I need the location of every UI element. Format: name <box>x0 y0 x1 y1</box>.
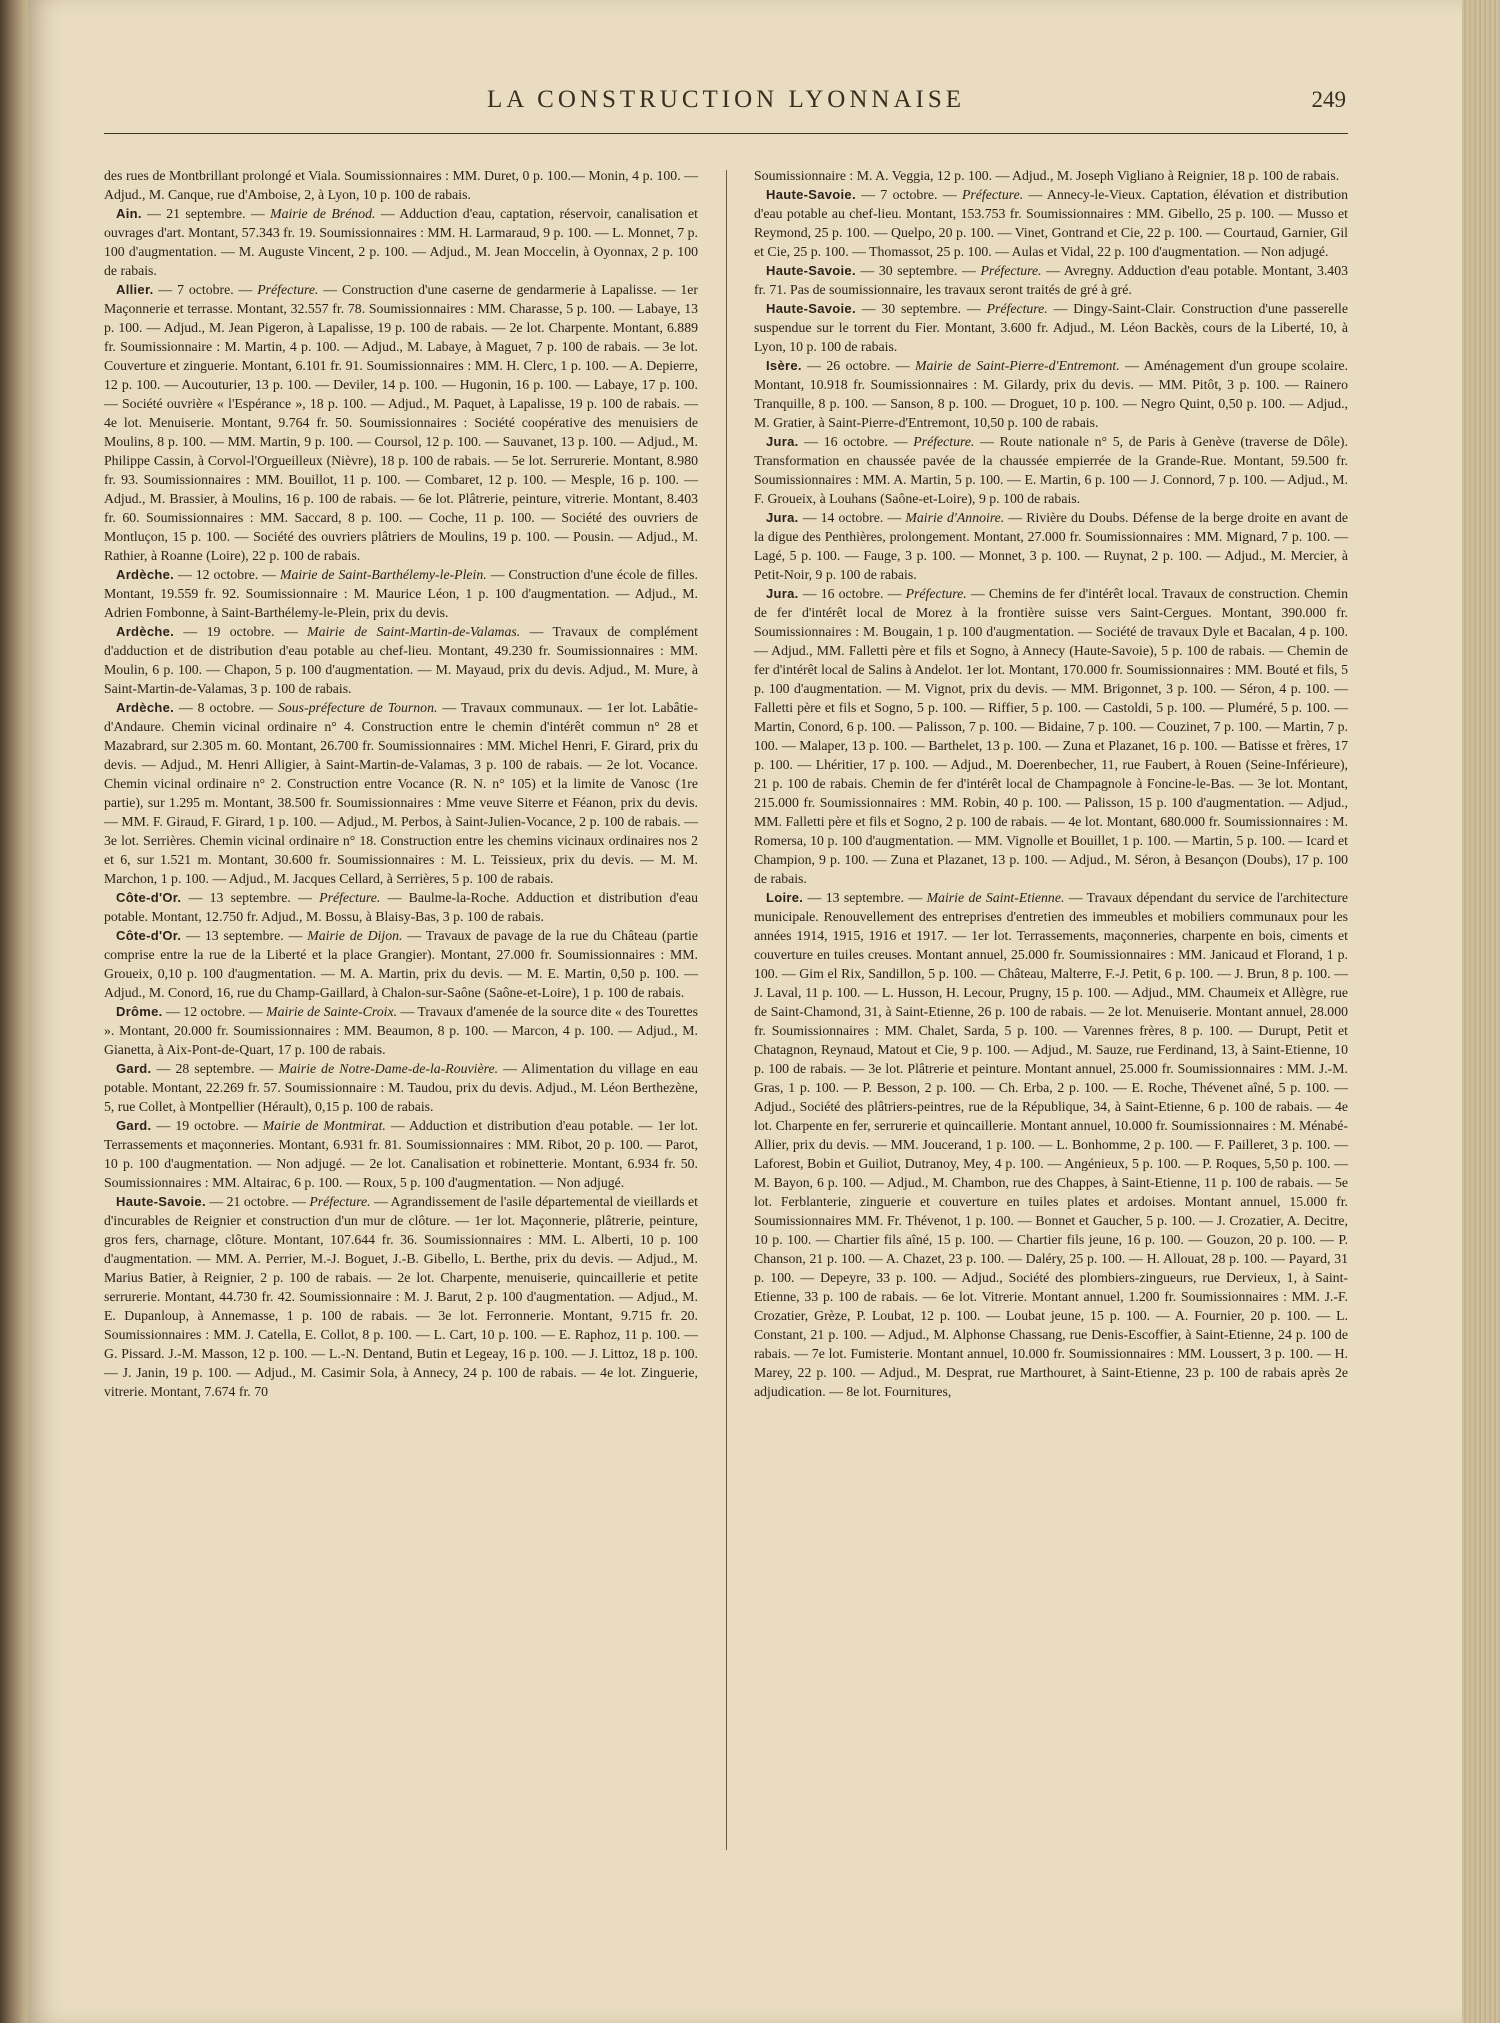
notice-body: — Adduction d'eau, captation, réservoir, canalisation et ouvrages d'art. Montant, 57.343 fr. 19. Soumissionnaires : MM. H. Larmaraud, 9 p. 100. — L. Monnet, 7 p. 100 d'augmentation. — M. Auguste Vincent, 2 p. 100. — Adjud., M. Jean Moccelin, à Oyonnax, 2 p. 100 de rabais. <box>104 206 698 278</box>
notice-authority: Sous-préfecture de Tournon. <box>277 700 438 715</box>
notice-entry <box>754 584 1348 888</box>
notice-date: — 7 octobre. — <box>153 282 258 297</box>
notice-body: — Dingy-Saint-Clair. Construction d'une passerelle suspendue sur le torrent du Fier. Montant, 3.600 fr. Adjud., M. Léon Backès, cours de la Liberté, 10, à Lyon, 10 p. 100 de rabais. <box>754 301 1348 354</box>
notice-date: — 19 octobre. — <box>151 1118 263 1133</box>
notice-body: — Agrandissement de l'asile départemental de vieillards et d'incurables de Reignier et construction d'un mur de clôture. — 1er lot. Maçonnerie, plâtrerie, peinture, gros fers, charnage, clôture. Montant, 107.644 fr. 36. Soumissionnaires : MM. L. Alberti, 10 p. 100 d'augmentation. — MM. A. Perrier, M.-J. Boguet, J.-B. Gibello, L. Berthe, prix du devis. — Adjud., M. Marius Batier, à Reignier, 2 p. 100 de rabais. — 2e lot. Charpente, menuiserie, quincaillerie et petite serrurerie. Montant, 44.730 fr. 42. Soumissionnaire : M. J. Barut, 2 p. 100 d'augmentation. — Adjud., M. E. Dupanloup, à Annemasse, 1 p. 100 de rabais. — 3e lot. Ferronnerie. Montant, 9.715 fr. 20. Soumissionnaires : MM. J. Catella, E. Collot, 8 p. 100. — L. Cart, 10 p. 100. — E. Raphoz, 11 p. 100. — G. Pissard. J.-M. Masson, 12 p. 100. — L.-N. Dentand, Butin et Legeay, 16 p. 100. — J. Littoz, 18 p. 100. — J. Janin, 19 p. 100. — Adjud., M. Casimir Sola, à Annecy, 24 p. 100 de rabais. — 4e lot. Zinguerie, vitrerie. Montant, 7.674 fr. 70 <box>104 1194 698 1399</box>
page-number: 249 <box>1311 87 1346 112</box>
notice-entry <box>754 508 1348 584</box>
notice-body: — Alimentation du village en eau potable. Montant, 22.269 fr. 57. Soumissionnaire : M. Taudou, prix du devis. Adjud., M. Léon Berthezène, 5, rue Collet, à Montpellier (Hérault), 0,15 p. 100 de rabais. <box>104 1061 698 1114</box>
notice-date: — 13 septembre. — <box>803 890 927 905</box>
notice-body: — Rivière du Doubs. Défense de la berge droite en avant de la digue des Penthières, prolongement. Montant, 27.000 fr. Soumissionnaires : MM. Mignard, 7 p. 100. — Lagé, 5 p. 100. — Fauge, 3 p. 100. — Monnet, 3 p. 100. — Ruynat, 2 p. 100. — Adjud., M. Mercier, à Petit-Noir, 9 p. 100 de rabais. <box>754 510 1348 582</box>
notice-location: Haute-Savoie. <box>766 263 856 278</box>
notice-date: — 30 septembre. — <box>855 263 981 278</box>
notice-date: — 8 octobre. — <box>174 700 278 715</box>
notice-entry <box>754 185 1348 261</box>
notice-location: Jura. <box>766 586 799 601</box>
notice-authority: Préfecture. <box>980 263 1042 278</box>
notice-date: des rues de Montbrillant prolongé et Viala. Soumissionnaires : MM. Duret, 0 p. 100.— Monin, 4 p. 100. — Adjud., M. Canque, rue d'Amboise, 2, à Lyon, 10 p. 100 de rabais. <box>104 168 698 202</box>
notice-location: Gard. <box>116 1118 152 1133</box>
notice-date: — 12 octobre. — <box>174 567 280 582</box>
notice-authority: Mairie de Saint-Martin-de-Valamas. <box>307 624 521 639</box>
notice-location: Haute-Savoie. <box>116 1194 206 1209</box>
notice-body: — Travaux communaux. — 1er lot. Labâtie-d'Andaure. Chemin vicinal ordinaire n° 4. Construction entre le chemin d'intérêt commun n° 28 et Mazabrard, sur 2.305 m. 60. Montant, 26.700 fr. Soumissionnaires : MM. Michel Henri, F. Girard, prix du devis. — Adjud., M. Henri Alligier, à Saint-Martin-de-Valamas, 3 p. 100 de rabais. — 2e lot. Vocance. Chemin vicinal ordinaire n° 2. Construction entre Vocance (R. N. n° 105) et la limite de Vanosc (1re partie), sur 1.295 m. Montant, 38.500 fr. Soumissionnaires : Mme veuve Siterre et Féanon, prix du devis. — MM. F. Giraud, F. Girard, 1 p. 100. — Adjud., M. Perbos, à Saint-Julien-Vocance, 2 p. 100 de rabais. — 3e lot. Serrières. Chemin vicinal ordinaire n° 18. Construction entre les chemins vicinaux ordinaires nos 2 et 6, sur 1.521 m. Montant, 30.600 fr. Soumissionnaires : M. L. Teissieux, prix du devis. — M. M. Marchon, 1 p. 100. — Adjud., M. Jacques Cellard, à Serrières, 5 p. 100 de rabais. <box>104 700 698 886</box>
notice-location: Loire. <box>766 890 804 905</box>
notice-date: — 13 septembre. — <box>181 928 308 943</box>
notice-date: — 7 octobre. — <box>855 187 962 202</box>
notice-authority: Mairie de Saint-Barthélemy-le-Plein. <box>280 567 487 582</box>
notice-body: — Travaux d'amenée de la source dite « des Tourettes ». Montant, 20.000 fr. Soumissionnaires : MM. Beaumon, 8 p. 100. — Marcon, 4 p. 100. — Adjud., M. Gianetta, à Aix-Pont-de-Quart, 17 p. 100 de rabais. <box>104 1004 698 1057</box>
notice-date: — 14 octobre. — <box>798 510 906 525</box>
notice-entry <box>754 432 1348 508</box>
notice-entry <box>104 1192 698 1401</box>
notice-body: — Construction d'une école de filles. Montant, 19.559 fr. 92. Soumissionnaire : M. Maurice Léon, 1 p. 100 d'augmentation. — Adjud., M. Adrien Fombonne, à Saint-Barthélemy-le-Plein, prix du devis. <box>104 567 698 620</box>
journal-title: LA CONSTRUCTION LYONNAISE <box>486 86 966 113</box>
notice-entry <box>104 1059 698 1116</box>
notice-location: Drôme. <box>116 1004 163 1019</box>
notice-authority: Mairie d'Annoire. <box>905 510 1005 525</box>
notice-authority: Mairie de Dijon. <box>307 928 403 943</box>
notice-location: Haute-Savoie. <box>766 187 856 202</box>
notice-entry <box>104 926 698 1002</box>
notice-location: Allier. <box>116 282 154 297</box>
notice-body: — Route nationale n° 5, de Paris à Genève (traverse de Dôle). Transformation en chaussée pavée de la chaussée empierrée de la Grande-Rue. Montant, 59.500 fr. Soumissionnaires : MM. A. Martin, 5 p. 100. — E. Martin, 6 p. 100 — J. Connord, 7 p. 100. — Adjud., M. F. Groueix, à Louhans (Saône-et-Loire), 9 p. 100 de rabais. <box>754 434 1348 506</box>
notice-entry <box>754 299 1348 356</box>
notice-authority: Préfecture. <box>986 301 1048 316</box>
notice-entry <box>104 622 698 698</box>
header-rule <box>104 133 1348 134</box>
notice-authority: Préfecture. <box>905 586 967 601</box>
notice-body: — Chemins de fer d'intérêt local. Travaux de construction. Chemin de fer d'intérêt local de Morez à la frontière suisse vers Saint-Cergues. Montant, 390.000 fr. Soumissionnaires : M. Bougain, 1 p. 100 d'augmentation. — Société de travaux Dyle et Bacalan, 4 p. 100. — Adjud., MM. Falletti père et fils et Sogno, à Annecy (Haute-Savoie), 5 p. 100 de rabais. — Chemin de fer d'intérêt local de Salins à Andelot. 1er lot. Montant, 170.000 fr. Soumissionnaires : MM. Bouté et fils, 5 p. 100 d'augmentation. — M. Vignot, prix du devis. — MM. Brigonnet, 3 p. 100. — Séron, 4 p. 100. — Falletti père et fils et Sogno, 5 p. 100. — Riffier, 5 p. 100. — Castoldi, 5 p. 100. — Pluméré, 5 p. 100. — Martin, Conord, 6 p. 100. — Palisson, 7 p. 100. — Bidaine, 7 p. 100. — Couzinet, 7 p. 100. — Martin, 7 p. 100. — Malaper, 13 p. 100. — Barthelet, 13 p. 100. — Zuna et Plazanet, 16 p. 100. — Batisse et frères, 17 p. 100. — Lhéritier, 17 p. 100. — Adjud., M. Doerenbecher, 11, rue Faubert, à Rouen (Seine-Inférieure), 21 p. 100 de rabais. Chemin de fer d'intérêt local de Champagnole à Foncine-le-Bas. — 3e lot. Montant, 215.000 fr. Soumissionnaires : MM. Robin, 40 p. 100. — Palisson, 15 p. 100 d'augmentation. — Adjud., MM. Falletti père et fils et Sogno, 2 p. 100 de rabais. — 4e lot. Montant, 680.000 fr. Soumissionnaires : M. Romersa, 10 p. 100 d'augmentation. — MM. Vignolle et Bouillet, 1 p. 100. — Martin, 5 p. 100. — Icard et Champion, 9 p. 100. — Zuna et Plazanet, 13 p. 100. — Adjud., M. Séron, à Besançon (Doubs), 17 p. 100 de rabais. <box>754 586 1348 886</box>
column-divider <box>726 170 727 1850</box>
notice-authority: Mairie de Sainte-Croix. <box>266 1004 398 1019</box>
notice-authority: Mairie de Brénod. <box>270 206 376 221</box>
notice-entry <box>104 204 698 280</box>
left-column <box>104 166 698 1401</box>
notice-body: — Annecy-le-Vieux. Captation, élévation et distribution d'eau potable au chef-lieu. Montant, 153.753 fr. Soumissionnaires : MM. Gibello, 25 p. 100. — Musso et Reymond, 25 p. 100. — Quelpo, 20 p. 100. — Vinet, Gontrand et Cie, 22 p. 100. — Courtaud, Garnier, Gil et Cie, 25 p. 100. — Thomassot, 25 p. 100. — Aulas et Vidal, 22 p. 100 d'augmentation. — Non adjugé. <box>754 187 1348 259</box>
notice-body: — Aménagement d'un groupe scolaire. Montant, 10.918 fr. Soumissionnaires : M. Gilardy, prix du devis. — MM. Pitôt, 3 p. 100. — Rainero Tranquille, 8 p. 100. — Sanson, 8 p. 100. — Droguet, 10 p. 100. — Negro Quint, 0,50 p. 100. — Adjud., M. Gratier, à Saint-Pierre-d'Entremont, 10,50 p. 100 de rabais. <box>754 358 1348 430</box>
notice-location: Ardèche. <box>116 700 175 715</box>
notice-body: — Travaux de complément d'adduction et de distribution d'eau potable au chef-lieu. Montant, 49.230 fr. Soumissionnaires : MM. Moulin, 6 p. 100. — Chapon, 5 p. 100 d'augmentation. — M. Mayaud, prix du devis. Adjud., M. Mure, à Saint-Martin-de-Valamas, 3 p. 100 de rabais. <box>104 624 698 696</box>
notice-body: — Construction d'une caserne de gendarmerie à Lapalisse. — 1er Maçonnerie et terrasse. Montant, 32.557 fr. 78. Soumissionnaires : MM. Charasse, 5 p. 100. — Labaye, 13 p. 100. — Adjud., M. Jean Pigeron, à Lapalisse, 19 p. 100 de rabais. — 2e lot. Charpente. Montant, 6.889 fr. Soumissionnaire : M. Martin, 4 p. 100. — Adjud., M. Labaye, à Maguet, 7 p. 100 de rabais. — 3e lot. Couverture et zinguerie. Montant, 6.101 fr. 91. Soumissionnaires : MM. H. Clerc, 1 p. 100. — A. Depierre, 12 p. 100. — Aucouturier, 13 p. 100. — Deviler, 14 p. 100. — Hugonin, 16 p. 100. — Labaye, 17 p. 100. — Société ouvrière « l'Espérance », 18 p. 100. — Adjud., M. Paquet, à Lapalisse, 19 p. 100 de rabais. — 4e lot. Menuiserie. Montant, 9.764 fr. 50. Soumissionnaires : Société coopérative des menuisiers de Moulins, 8 p. 100. — MM. Martin, 9 p. 100. — Coursol, 12 p. 100. — Sauvanet, 13 p. 100. — Adjud., M. Philippe Cassin, à Corvol-l'Orgueilleux (Nièvre), 18 p. 100 de rabais. — 5e lot. Serrurerie. Montant, 8.980 fr. 93. Soumissionnaires : MM. Bouillot, 11 p. 100. — Combaret, 12 p. 100. — Mesple, 16 p. 100. — Adjud., M. Brassier, à Moulins, 16 p. 100 de rabais. — 6e lot. Plâtrerie, peinture, vitrerie. Montant, 8.403 fr. 60. Soumissionnaires : MM. Saccard, 8 p. 100. — Coche, 11 p. 100. — Société des ouvriers de Montluçon, 15 p. 100. — Société des ouvriers plâtriers de Moulins, 19 p. 100. — Pousin. — Adjud., M. Rathier, à Roanne (Loire), 22 p. 100 de rabais. <box>104 282 698 563</box>
notice-location: Ardèche. <box>116 624 175 639</box>
notice-entry <box>104 888 698 926</box>
notice-date: — 19 octobre. — <box>174 624 308 639</box>
notice-authority: Mairie de Saint-Pierre-d'Entremont. <box>914 358 1120 373</box>
book-spine-shadow <box>0 0 30 2023</box>
notice-date: — 28 septembre. — <box>151 1061 279 1076</box>
notice-authority: Préfecture. <box>257 282 319 297</box>
notice-date: — 16 octobre. — <box>798 434 914 449</box>
notice-body: — Adduction et distribution d'eau potable. — 1er lot. Terrassements et maçonneries. Montant, 6.931 fr. 81. Soumissionnaires : MM. Ribot, 20 p. 100. — Parot, 10 p. 100 d'augmentation. — Non adjugé. — 2e lot. Canalisation et robinetterie. Montant, 6.934 fr. 50. Soumissionnaires : MM. Altairac, 6 p. 100. — Roux, 5 p. 100 d'augmentation. — Non adjugé. <box>104 1118 698 1190</box>
notice-authority: Préfecture. <box>913 434 975 449</box>
notice-body: — Travaux dépendant du service de l'architecture municipale. Renouvellement des entreprises d'entretien des immeubles et mobiliers communaux pour les années 1914, 1915, 1916 et 1917. — 1er lot. Terrassements, maçonneries, charpente en bois, ciments et couverture en tuiles creuses. Montant annuel, 25.000 fr. Soumissionnaires : MM. Janicaud et Florand, 1 p. 100. — Gim el Rix, Sandillon, 5 p. 100. — Château, Malterre, F.-J. Petit, 6 p. 100. — J. Brun, 8 p. 100. — J. Laval, 11 p. 100. — L. Husson, H. Lecour, Prugny, 15 p. 100. — Adjud., MM. Chaumeix et Allègre, rue de Saint-Chamond, 31, à Saint-Etienne, 26 p. 100 de rabais. — 2e lot. Menuiserie. Montant annuel, 28.000 fr. Soumissionnaires : MM. Chalet, Sarda, 5 p. 100. — Varennes frères, 8 p. 100. — Durupt, Petit et Chatagnon, Reynaud, Matout et Cie, 9 p. 100. — Adjud., M. Sauze, rue Ferdinand, 13, à Saint-Etienne, 10 p. 100 de rabais. — 3e lot. Plâtrerie et peinture. Montant annuel, 25.000 fr. Soumissionnaires : MM. J.-M. Gras, 1 p. 100. — P. Besson, 2 p. 100. — Ch. Erba, 2 p. 100. — E. Roche, Thévenet aîné, 5 p. 100. — Adjud., Société des plâtriers-peintres, rue de la République, 34, à Saint-Etienne, 6 p. 100 de rabais. — 4e lot. Charpente en fer, serrurerie et quincaillerie. Montant annuel, 10.000 fr. Soumissionnaires : M. Ménabé-Allier, prix du devis. — MM. Joucerand, 1 p. 100. — L. Bonhomme, 2 p. 100. — F. Pailleret, 3 p. 100. — Laforest, Bobin et Guiliot, Dutranoy, Mey, 4 p. 100. — Angénieux, 5 p. 100. — P. Roques, 5,50 p. 100. — M. Bayon, 6 p. 100. — Adjud., M. Chambon, rue des Chappes, à Saint-Etienne, 11 p. 100 de rabais. — 5e lot. Ferblanterie, zinguerie et couverture en tuiles plates et ardoises. Montant annuel, 15.000 fr. Soumissionnaires MM. Fr. Thévenot, 1 p. 100. — Bonnet et Gaucher, 5 p. 100. — J. Crozatier, A. Decitre, 10 p. 100. — Chartier fils aîné, 15 p. 100. — Chartier fils jeune, 16 p. 100. — Gouzon, 20 p. 100. — P. Chanson, 21 p. 100. — A. Chazet, 23 p. 100. — Daléry, 25 p. 100. — H. Allouat, 28 p. 100. — Payard, 31 p. 100. — Depeyre, 33 p. 100. — Adjud., Société des plombiers-zingueurs, rue Dervieux, 1, à Saint-Etienne, 33 p. 100 de rabais. — 6e lot. Vitrerie. Montant annuel, 1.200 fr. Soumissionnaires : MM. J.-F. Crozatier, Grèze, P. Loubat, 12 p. 100. — Loubat jeune, 15 p. 100. — A. Fournier, 20 p. 100. — L. Constant, 21 p. 100. — Adjud., M. Alphonse Chassang, rue Denis-Escoffier, à Saint-Etienne, 24 p. 100 de rabais. — 7e lot. Fumisterie. Montant annuel, 10.000 fr. Soumissionnaires : MM. Loussert, 3 p. 100. — H. Marey, 22 p. 100. — Adjud., M. Desprat, rue Marthouret, à Saint-Etienne, 23 p. 100 de rabais après 2e adjudication. — 8e lot. Fournitures, <box>754 890 1348 1399</box>
notice-location: Isère. <box>766 358 802 373</box>
notice-body: — Travaux de pavage de la rue du Château (partie comprise entre la rue de la Liberté et la place Grangier). Montant, 27.000 fr. Soumissionnaires : MM. Groueix, 0,10 p. 100 d'augmentation. — M. A. Martin, prix du devis. — M. E. Martin, 0,50 p. 100. — Adjud., M. Conord, 16, rue du Champ-Gaillard, à Chalon-sur-Saône (Saône-et-Loire), 1 p. 100 de rabais. <box>104 928 698 1000</box>
notice-authority: Mairie de Notre-Dame-de-la-Rouvière. <box>278 1061 499 1076</box>
notice-entry <box>104 565 698 622</box>
notice-authority: Préfecture. <box>962 187 1024 202</box>
notice-entry <box>754 166 1348 185</box>
notice-entry <box>104 166 698 204</box>
notice-entry <box>104 1116 698 1192</box>
running-header <box>104 86 1348 116</box>
notice-location: Côte-d'Or. <box>116 928 182 943</box>
notice-authority: Mairie de Montmirat. <box>262 1118 386 1133</box>
notice-entry <box>104 280 698 565</box>
notice-date: — 30 septembre. — <box>855 301 987 316</box>
notice-body: — Avregny. Adduction d'eau potable. Montant, 3.403 fr. 71. Pas de soumissionnaire, les travaux seront traités de gré à gré. <box>754 263 1348 297</box>
notice-location: Ardèche. <box>116 567 175 582</box>
notice-authority: Préfecture. <box>319 890 381 905</box>
notice-location: Haute-Savoie. <box>766 301 856 316</box>
notice-location: Côte-d'Or. <box>116 890 182 905</box>
notice-authority: Préfecture. <box>309 1194 371 1209</box>
notice-date: — 13 septembre. — <box>181 890 320 905</box>
right-column <box>754 166 1348 1401</box>
notice-date: — 21 octobre. — <box>205 1194 310 1209</box>
notice-date: — 21 septembre. — <box>141 206 271 221</box>
notice-entry <box>754 888 1348 1401</box>
notice-location: Ain. <box>116 206 142 221</box>
notice-date: — 12 octobre. — <box>162 1004 267 1019</box>
notice-entry <box>104 698 698 888</box>
notice-authority: Mairie de Saint-Etienne. <box>926 890 1065 905</box>
notice-date: Soumissionnaire : M. A. Veggia, 12 p. 100. — Adjud., M. Joseph Vigliano à Reignier, 18 p. 100 de rabais. <box>754 168 1340 183</box>
notice-entry <box>754 356 1348 432</box>
notice-location: Gard. <box>116 1061 152 1076</box>
notice-location: Jura. <box>766 510 799 525</box>
notice-location: Jura. <box>766 434 799 449</box>
notice-body: — Baulme-la-Roche. Adduction et distribution d'eau potable. Montant, 12.750 fr. Adjud., M. Bossu, à Blaisy-Bas, 3 p. 100 de rabais. <box>104 890 698 924</box>
notice-date: — 16 octobre. — <box>798 586 906 601</box>
notice-entry <box>754 261 1348 299</box>
notice-date: — 26 octobre. — <box>801 358 915 373</box>
page-edge-stack <box>1462 0 1500 2023</box>
notice-entry <box>104 1002 698 1059</box>
